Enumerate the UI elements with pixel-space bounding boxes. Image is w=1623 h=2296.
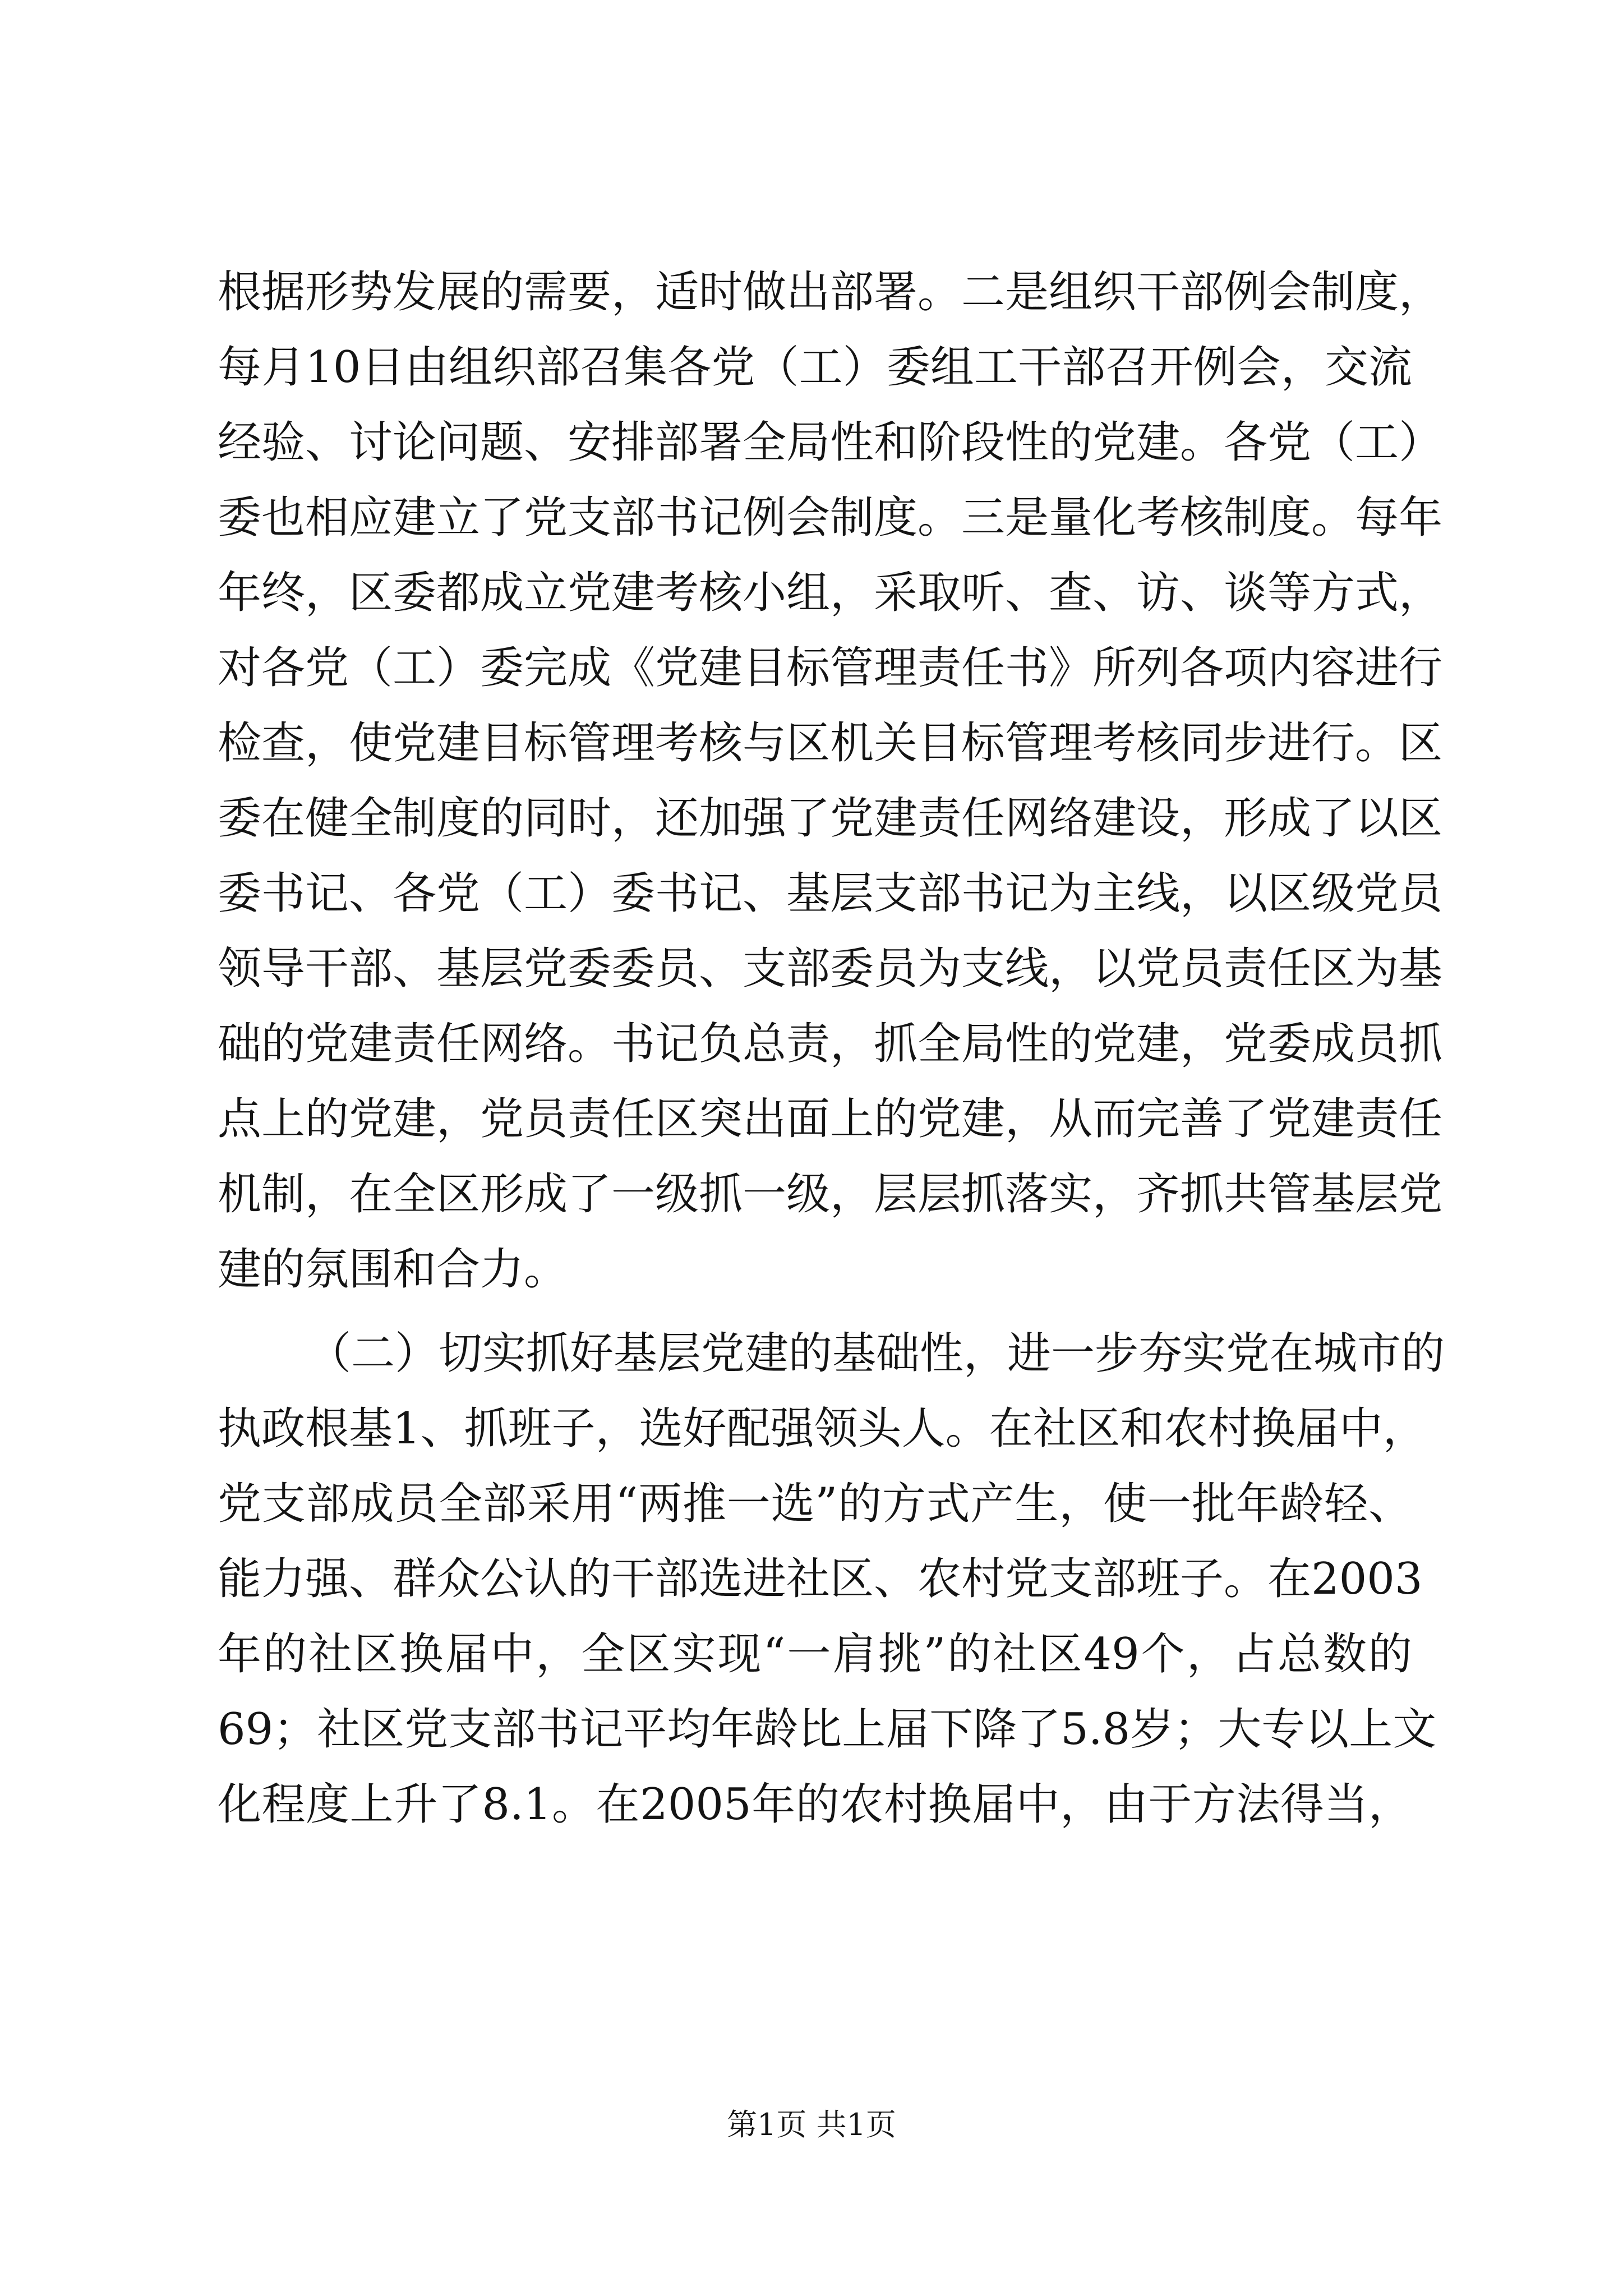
text-line: 执政根基1、抓班子，选好配强领头人。在社区和农村换届中，: [218, 1404, 1427, 1454]
text-line: 点上的党建，党员责任区突出面上的党建，从而完善了党建责任: [218, 1094, 1443, 1144]
text-line: 机制，在全区形成了一级抓一级，层层抓落实，齐抓共管基层党: [218, 1169, 1443, 1220]
text-line: 委也相应建立了党支部书记例会制度。三是量化考核制度。每年: [218, 493, 1443, 543]
text-line: 能力强、群众公认的干部选进社区、农村党支部班子。在2003: [218, 1554, 1423, 1604]
paragraph-2: [218, 1316, 1445, 1842]
text-line: 础的党建责任网络。书记负总责，抓全局性的党建，党委成员抓: [218, 1019, 1443, 1069]
text-line: 党支部成员全部采用“两推一选”的方式产生，使一批年龄轻、: [218, 1479, 1412, 1529]
text-line: 对各党（工）委完成《党建目标管理责任书》所列各项内容进行: [218, 643, 1443, 693]
text-line: 每月10日由组织部召集各党（工）委组工干部召开例会，交流: [218, 342, 1412, 393]
text-line: 69；社区党支部书记平均年龄比上届下降了5.8岁；大专以上文: [218, 1704, 1437, 1755]
text-line: （二）切实抓好基层党建的基础性，进一步夯实党在城市的: [307, 1328, 1445, 1379]
paragraph-gap: [218, 1307, 1412, 1316]
body-text: [218, 255, 1445, 1842]
text-line: 化程度上升了8.1。在2005年的农村换届中，由于方法得当，: [218, 1779, 1412, 1830]
text-line: 领导干部、基层党委委员、支部委员为支线，以党员责任区为基: [218, 944, 1443, 994]
text-line: 经验、讨论问题、安排部署全局性和阶段性的党建。各党（工）: [218, 417, 1443, 468]
paragraph-1: [218, 255, 1443, 1307]
text-line: 年终，区委都成立党建考核小组，采取听、查、访、谈等方式，: [218, 568, 1443, 618]
text-line: 根据形势发展的需要，适时做出部署。二是组织干部例会制度，: [218, 267, 1443, 318]
text-line: 委书记、各党（工）委书记、基层支部书记为主线，以区级党员: [218, 868, 1443, 919]
text-line: 建的氛围和合力。: [218, 1244, 568, 1295]
text-line: 年的社区换届中，全区实现“一肩挑”的社区49个，占总数的: [218, 1629, 1412, 1680]
text-line: 检查，使党建目标管理考核与区机关目标管理考核同步进行。区: [218, 718, 1443, 769]
text-line: 委在健全制度的同时，还加强了党建责任网络建设，形成了以区: [218, 793, 1443, 844]
page-footer: 第1页 共1页: [727, 2107, 896, 2142]
